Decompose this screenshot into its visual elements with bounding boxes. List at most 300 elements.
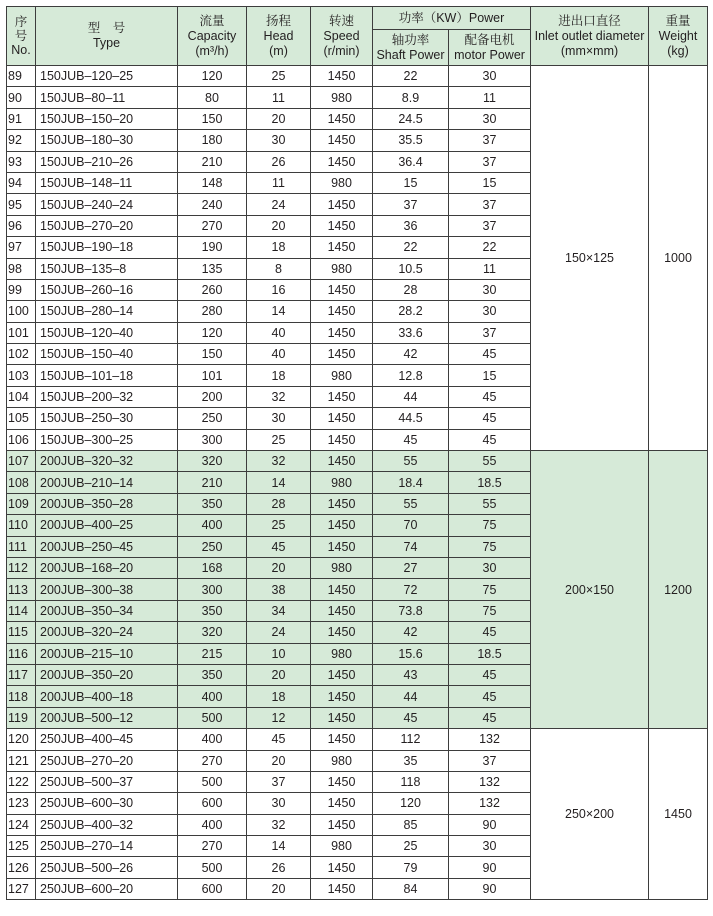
cell-shaft: 73.8 xyxy=(373,600,449,621)
header-speed-cn: 转速 xyxy=(328,13,354,28)
cell-motor: 90 xyxy=(449,878,531,899)
header-diameter xyxy=(531,7,649,66)
cell-no: 91 xyxy=(7,108,36,129)
cell-shaft: 42 xyxy=(373,344,449,365)
cell-speed: 1450 xyxy=(311,622,373,643)
cell-shaft: 15.6 xyxy=(373,643,449,664)
cell-type: 200JUB–320–24 xyxy=(36,622,178,643)
header-head xyxy=(247,7,311,66)
cell-capacity: 215 xyxy=(178,643,247,664)
cell-motor: 37 xyxy=(449,130,531,151)
header-capacity-en: Capacity xyxy=(187,28,237,43)
cell-type: 150JUB–120–40 xyxy=(36,322,178,343)
header-weight-unit: (kg) xyxy=(667,43,689,58)
cell-motor: 15 xyxy=(449,365,531,386)
cell-speed: 1450 xyxy=(311,579,373,600)
cell-type: 150JUB–180–30 xyxy=(36,130,178,151)
cell-motor: 22 xyxy=(449,237,531,258)
cell-head: 11 xyxy=(247,87,311,108)
cell-weight: 1450 xyxy=(649,729,708,900)
cell-type: 200JUB–210–14 xyxy=(36,472,178,493)
cell-motor: 37 xyxy=(449,194,531,215)
cell-no: 98 xyxy=(7,258,36,279)
cell-shaft: 22 xyxy=(373,237,449,258)
cell-head: 20 xyxy=(247,557,311,578)
cell-motor: 30 xyxy=(449,66,531,87)
cell-type: 150JUB–270–20 xyxy=(36,215,178,236)
cell-type: 150JUB–80–11 xyxy=(36,87,178,108)
cell-motor: 30 xyxy=(449,279,531,300)
cell-type: 200JUB–350–34 xyxy=(36,600,178,621)
cell-capacity: 320 xyxy=(178,622,247,643)
cell-shaft: 74 xyxy=(373,536,449,557)
cell-shaft: 24.5 xyxy=(373,108,449,129)
cell-head: 12 xyxy=(247,707,311,728)
cell-speed: 1450 xyxy=(311,408,373,429)
cell-capacity: 80 xyxy=(178,87,247,108)
cell-shaft: 15 xyxy=(373,172,449,193)
cell-type: 200JUB–400–18 xyxy=(36,686,178,707)
cell-type: 150JUB–260–16 xyxy=(36,279,178,300)
cell-capacity: 270 xyxy=(178,836,247,857)
cell-shaft: 42 xyxy=(373,622,449,643)
cell-type: 150JUB–120–25 xyxy=(36,66,178,87)
cell-shaft: 36 xyxy=(373,215,449,236)
cell-speed: 1450 xyxy=(311,108,373,129)
cell-capacity: 250 xyxy=(178,408,247,429)
cell-no: 126 xyxy=(7,857,36,878)
cell-no: 100 xyxy=(7,301,36,322)
cell-diameter: 200×150 xyxy=(531,451,649,729)
cell-head: 24 xyxy=(247,622,311,643)
cell-type: 150JUB–240–24 xyxy=(36,194,178,215)
cell-motor: 37 xyxy=(449,151,531,172)
cell-capacity: 500 xyxy=(178,771,247,792)
cell-speed: 1450 xyxy=(311,857,373,878)
cell-shaft: 18.4 xyxy=(373,472,449,493)
table-body xyxy=(7,66,708,900)
cell-capacity: 600 xyxy=(178,793,247,814)
cell-shaft: 22 xyxy=(373,66,449,87)
cell-shaft: 45 xyxy=(373,429,449,450)
cell-capacity: 350 xyxy=(178,493,247,514)
header-head-en: Head xyxy=(263,28,294,43)
cell-no: 113 xyxy=(7,579,36,600)
cell-speed: 1450 xyxy=(311,536,373,557)
cell-type: 200JUB–215–10 xyxy=(36,643,178,664)
cell-capacity: 600 xyxy=(178,878,247,899)
cell-no: 96 xyxy=(7,215,36,236)
cell-motor: 15 xyxy=(449,172,531,193)
cell-type: 150JUB–101–18 xyxy=(36,365,178,386)
cell-type: 250JUB–600–30 xyxy=(36,793,178,814)
cell-capacity: 260 xyxy=(178,279,247,300)
header-motor-power xyxy=(449,30,531,66)
cell-motor: 75 xyxy=(449,515,531,536)
cell-speed: 1450 xyxy=(311,793,373,814)
cell-motor: 45 xyxy=(449,408,531,429)
cell-head: 32 xyxy=(247,451,311,472)
cell-no: 127 xyxy=(7,878,36,899)
cell-no: 92 xyxy=(7,130,36,151)
cell-shaft: 10.5 xyxy=(373,258,449,279)
cell-no: 106 xyxy=(7,429,36,450)
cell-no: 95 xyxy=(7,194,36,215)
cell-capacity: 280 xyxy=(178,301,247,322)
cell-motor: 37 xyxy=(449,215,531,236)
cell-capacity: 135 xyxy=(178,258,247,279)
header-type-cn: 型 号 xyxy=(87,21,126,35)
cell-type: 250JUB–600–20 xyxy=(36,878,178,899)
cell-capacity: 250 xyxy=(178,536,247,557)
cell-speed: 1450 xyxy=(311,878,373,899)
cell-motor: 45 xyxy=(449,707,531,728)
cell-shaft: 112 xyxy=(373,729,449,750)
cell-shaft: 79 xyxy=(373,857,449,878)
cell-head: 32 xyxy=(247,386,311,407)
cell-no: 90 xyxy=(7,87,36,108)
cell-head: 18 xyxy=(247,686,311,707)
cell-shaft: 35.5 xyxy=(373,130,449,151)
cell-motor: 55 xyxy=(449,493,531,514)
cell-shaft: 27 xyxy=(373,557,449,578)
cell-head: 25 xyxy=(247,429,311,450)
cell-motor: 45 xyxy=(449,386,531,407)
cell-no: 120 xyxy=(7,729,36,750)
cell-speed: 1450 xyxy=(311,151,373,172)
cell-head: 16 xyxy=(247,279,311,300)
header-speed-unit: (r/min) xyxy=(323,43,360,58)
cell-shaft: 25 xyxy=(373,836,449,857)
header-speed-en: Speed xyxy=(323,28,360,43)
cell-speed: 1450 xyxy=(311,194,373,215)
cell-motor: 30 xyxy=(449,557,531,578)
cell-type: 150JUB–190–18 xyxy=(36,237,178,258)
cell-capacity: 270 xyxy=(178,215,247,236)
cell-motor: 75 xyxy=(449,536,531,557)
cell-no: 124 xyxy=(7,814,36,835)
cell-no: 102 xyxy=(7,344,36,365)
cell-type: 150JUB–135–8 xyxy=(36,258,178,279)
cell-motor: 75 xyxy=(449,579,531,600)
cell-motor: 11 xyxy=(449,87,531,108)
cell-no: 93 xyxy=(7,151,36,172)
cell-shaft: 43 xyxy=(373,664,449,685)
cell-speed: 1450 xyxy=(311,686,373,707)
cell-weight: 1200 xyxy=(649,451,708,729)
cell-shaft: 33.6 xyxy=(373,322,449,343)
cell-speed: 1450 xyxy=(311,215,373,236)
cell-head: 40 xyxy=(247,344,311,365)
cell-shaft: 120 xyxy=(373,793,449,814)
cell-head: 20 xyxy=(247,664,311,685)
cell-capacity: 400 xyxy=(178,515,247,536)
cell-speed: 980 xyxy=(311,836,373,857)
cell-capacity: 350 xyxy=(178,664,247,685)
cell-capacity: 500 xyxy=(178,707,247,728)
cell-motor: 30 xyxy=(449,836,531,857)
cell-no: 123 xyxy=(7,793,36,814)
cell-no: 99 xyxy=(7,279,36,300)
header-diameter-en: Inlet outlet diameter xyxy=(534,28,645,43)
cell-motor: 18.5 xyxy=(449,643,531,664)
cell-type: 250JUB–500–37 xyxy=(36,771,178,792)
cell-no: 115 xyxy=(7,622,36,643)
cell-head: 14 xyxy=(247,301,311,322)
header-capacity xyxy=(178,7,247,66)
cell-no: 108 xyxy=(7,472,36,493)
cell-speed: 1450 xyxy=(311,130,373,151)
header-weight-cn: 重量 xyxy=(665,13,691,28)
cell-capacity: 210 xyxy=(178,472,247,493)
header-head-unit: (m) xyxy=(269,43,288,58)
cell-head: 45 xyxy=(247,536,311,557)
cell-type: 200JUB–300–38 xyxy=(36,579,178,600)
cell-capacity: 190 xyxy=(178,237,247,258)
table-row xyxy=(7,451,708,472)
cell-diameter: 250×200 xyxy=(531,729,649,900)
header-speed xyxy=(311,7,373,66)
cell-capacity: 270 xyxy=(178,750,247,771)
header-no-en: No. xyxy=(11,42,31,57)
cell-head: 32 xyxy=(247,814,311,835)
cell-type: 200JUB–400–25 xyxy=(36,515,178,536)
cell-capacity: 240 xyxy=(178,194,247,215)
cell-no: 94 xyxy=(7,172,36,193)
cell-type: 200JUB–168–20 xyxy=(36,557,178,578)
cell-shaft: 35 xyxy=(373,750,449,771)
cell-capacity: 300 xyxy=(178,429,247,450)
cell-motor: 11 xyxy=(449,258,531,279)
cell-head: 14 xyxy=(247,836,311,857)
cell-type: 150JUB–250–30 xyxy=(36,408,178,429)
table-header xyxy=(7,7,708,66)
cell-no: 118 xyxy=(7,686,36,707)
spec-table-container xyxy=(6,6,707,910)
cell-no: 104 xyxy=(7,386,36,407)
cell-type: 250JUB–270–20 xyxy=(36,750,178,771)
cell-motor: 45 xyxy=(449,429,531,450)
cell-motor: 45 xyxy=(449,344,531,365)
cell-type: 250JUB–400–45 xyxy=(36,729,178,750)
cell-capacity: 300 xyxy=(178,579,247,600)
cell-shaft: 8.9 xyxy=(373,87,449,108)
cell-speed: 1450 xyxy=(311,322,373,343)
header-motor-cn: 配备电机 xyxy=(464,32,515,47)
cell-no: 111 xyxy=(7,536,36,557)
cell-capacity: 150 xyxy=(178,108,247,129)
cell-speed: 980 xyxy=(311,643,373,664)
cell-no: 121 xyxy=(7,750,36,771)
cell-no: 89 xyxy=(7,66,36,87)
cell-head: 18 xyxy=(247,237,311,258)
cell-shaft: 28.2 xyxy=(373,301,449,322)
cell-head: 18 xyxy=(247,365,311,386)
cell-type: 150JUB–150–40 xyxy=(36,344,178,365)
cell-shaft: 36.4 xyxy=(373,151,449,172)
cell-speed: 980 xyxy=(311,87,373,108)
cell-speed: 1450 xyxy=(311,515,373,536)
cell-shaft: 44.5 xyxy=(373,408,449,429)
header-type xyxy=(36,7,178,66)
cell-head: 45 xyxy=(247,729,311,750)
cell-speed: 1450 xyxy=(311,707,373,728)
cell-speed: 1450 xyxy=(311,729,373,750)
cell-shaft: 85 xyxy=(373,814,449,835)
cell-type: 250JUB–500–26 xyxy=(36,857,178,878)
cell-head: 14 xyxy=(247,472,311,493)
cell-motor: 90 xyxy=(449,857,531,878)
cell-head: 26 xyxy=(247,857,311,878)
cell-head: 37 xyxy=(247,771,311,792)
header-type-en: Type xyxy=(92,36,121,50)
cell-no: 122 xyxy=(7,771,36,792)
cell-capacity: 210 xyxy=(178,151,247,172)
cell-capacity: 148 xyxy=(178,172,247,193)
cell-shaft: 72 xyxy=(373,579,449,600)
cell-type: 150JUB–210–26 xyxy=(36,151,178,172)
cell-capacity: 200 xyxy=(178,386,247,407)
cell-head: 34 xyxy=(247,600,311,621)
cell-type: 200JUB–320–32 xyxy=(36,451,178,472)
header-diameter-unit: (mm×mm) xyxy=(560,43,619,58)
cell-capacity: 150 xyxy=(178,344,247,365)
cell-shaft: 28 xyxy=(373,279,449,300)
header-weight-en: Weight xyxy=(658,28,698,43)
cell-speed: 980 xyxy=(311,472,373,493)
cell-speed: 1450 xyxy=(311,814,373,835)
cell-shaft: 37 xyxy=(373,194,449,215)
cell-speed: 1450 xyxy=(311,66,373,87)
cell-head: 8 xyxy=(247,258,311,279)
cell-type: 200JUB–500–12 xyxy=(36,707,178,728)
cell-head: 28 xyxy=(247,493,311,514)
table-row xyxy=(7,66,708,87)
cell-head: 11 xyxy=(247,172,311,193)
cell-capacity: 180 xyxy=(178,130,247,151)
cell-no: 109 xyxy=(7,493,36,514)
cell-motor: 132 xyxy=(449,793,531,814)
cell-no: 114 xyxy=(7,600,36,621)
cell-speed: 1450 xyxy=(311,279,373,300)
cell-type: 200JUB–350–20 xyxy=(36,664,178,685)
cell-shaft: 45 xyxy=(373,707,449,728)
cell-speed: 1450 xyxy=(311,301,373,322)
header-capacity-cn: 流量 xyxy=(199,13,225,28)
cell-shaft: 55 xyxy=(373,493,449,514)
cell-shaft: 55 xyxy=(373,451,449,472)
cell-type: 150JUB–300–25 xyxy=(36,429,178,450)
cell-capacity: 168 xyxy=(178,557,247,578)
cell-speed: 1450 xyxy=(311,771,373,792)
cell-capacity: 400 xyxy=(178,686,247,707)
cell-type: 150JUB–200–32 xyxy=(36,386,178,407)
cell-head: 40 xyxy=(247,322,311,343)
cell-speed: 980 xyxy=(311,258,373,279)
cell-no: 112 xyxy=(7,557,36,578)
cell-no: 117 xyxy=(7,664,36,685)
cell-motor: 45 xyxy=(449,686,531,707)
cell-head: 20 xyxy=(247,108,311,129)
cell-capacity: 400 xyxy=(178,729,247,750)
cell-speed: 1450 xyxy=(311,344,373,365)
header-shaft-power xyxy=(373,30,449,66)
header-head-cn: 扬程 xyxy=(265,13,291,28)
cell-motor: 90 xyxy=(449,814,531,835)
cell-head: 10 xyxy=(247,643,311,664)
cell-type: 250JUB–270–14 xyxy=(36,836,178,857)
cell-speed: 1450 xyxy=(311,600,373,621)
cell-no: 103 xyxy=(7,365,36,386)
cell-shaft: 44 xyxy=(373,386,449,407)
cell-head: 24 xyxy=(247,194,311,215)
cell-shaft: 70 xyxy=(373,515,449,536)
header-no-cn: 序号 xyxy=(14,14,28,43)
cell-type: 200JUB–250–45 xyxy=(36,536,178,557)
cell-motor: 132 xyxy=(449,771,531,792)
cell-head: 30 xyxy=(247,793,311,814)
cell-head: 20 xyxy=(247,215,311,236)
cell-type: 150JUB–150–20 xyxy=(36,108,178,129)
cell-motor: 18.5 xyxy=(449,472,531,493)
cell-weight: 1000 xyxy=(649,66,708,451)
cell-diameter: 150×125 xyxy=(531,66,649,451)
cell-motor: 132 xyxy=(449,729,531,750)
cell-shaft: 84 xyxy=(373,878,449,899)
cell-speed: 1450 xyxy=(311,664,373,685)
cell-speed: 1450 xyxy=(311,451,373,472)
cell-motor: 55 xyxy=(449,451,531,472)
cell-capacity: 120 xyxy=(178,322,247,343)
cell-head: 25 xyxy=(247,66,311,87)
cell-no: 97 xyxy=(7,237,36,258)
cell-motor: 30 xyxy=(449,301,531,322)
cell-type: 150JUB–148–11 xyxy=(36,172,178,193)
cell-shaft: 44 xyxy=(373,686,449,707)
header-shaft-cn: 轴功率 xyxy=(391,32,430,47)
cell-speed: 1450 xyxy=(311,493,373,514)
cell-speed: 980 xyxy=(311,365,373,386)
cell-no: 116 xyxy=(7,643,36,664)
header-weight xyxy=(649,7,708,66)
cell-no: 110 xyxy=(7,515,36,536)
cell-shaft: 12.8 xyxy=(373,365,449,386)
cell-capacity: 320 xyxy=(178,451,247,472)
header-power-group: 功率（KW）Power xyxy=(373,7,531,30)
cell-head: 30 xyxy=(247,130,311,151)
cell-speed: 980 xyxy=(311,557,373,578)
cell-motor: 37 xyxy=(449,322,531,343)
cell-speed: 1450 xyxy=(311,386,373,407)
cell-head: 25 xyxy=(247,515,311,536)
cell-motor: 45 xyxy=(449,622,531,643)
header-shaft-en: Shaft Power xyxy=(376,47,445,62)
cell-head: 26 xyxy=(247,151,311,172)
cell-no: 119 xyxy=(7,707,36,728)
cell-capacity: 500 xyxy=(178,857,247,878)
table-row xyxy=(7,729,708,750)
cell-head: 20 xyxy=(247,878,311,899)
cell-head: 38 xyxy=(247,579,311,600)
cell-speed: 980 xyxy=(311,750,373,771)
cell-speed: 1450 xyxy=(311,237,373,258)
cell-no: 101 xyxy=(7,322,36,343)
header-motor-en: motor Power xyxy=(454,47,525,62)
cell-motor: 37 xyxy=(449,750,531,771)
cell-speed: 1450 xyxy=(311,429,373,450)
cell-motor: 30 xyxy=(449,108,531,129)
cell-head: 30 xyxy=(247,408,311,429)
